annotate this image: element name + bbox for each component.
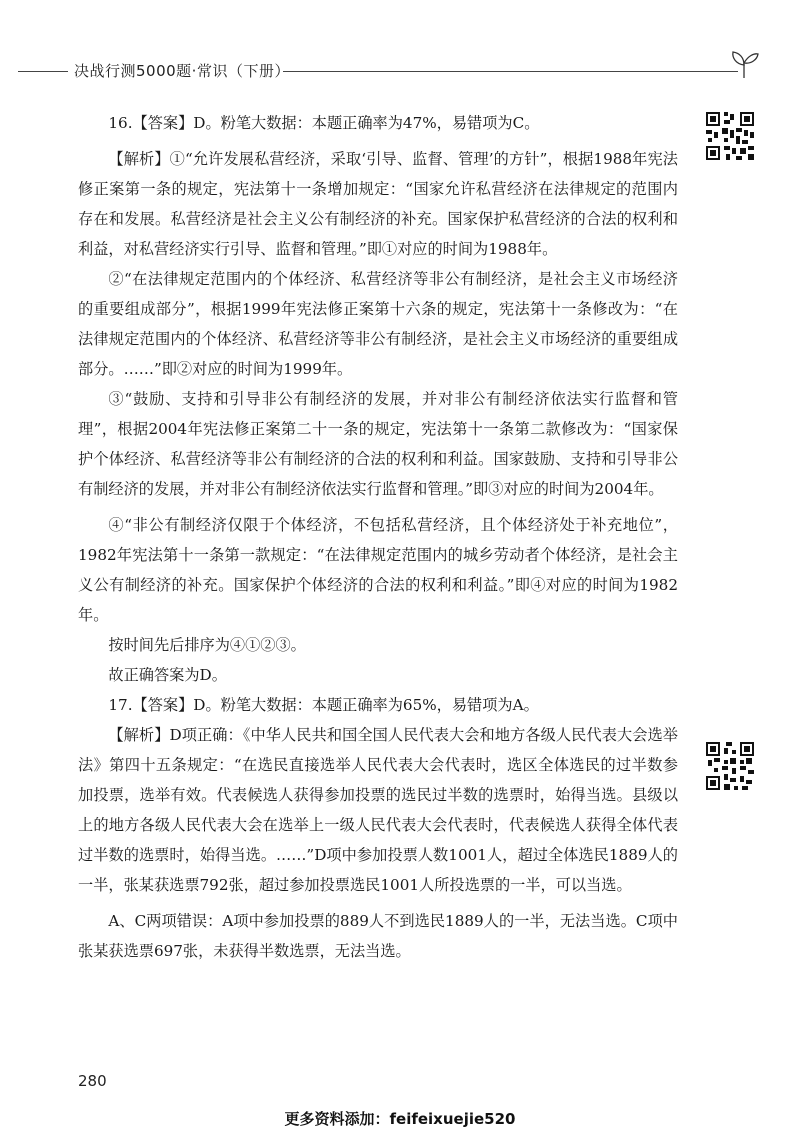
qr-code-icon[interactable]	[704, 740, 756, 792]
footer-note: 更多资料添加：feifeixuejie520	[284, 1110, 516, 1128]
header-rule-left	[18, 71, 68, 72]
q16-conclusion: 故正确答案为D。	[108, 666, 227, 684]
q16-analysis-paragraph: 【解析】①“允许发展私营经济，采取‘引导、监督、管理’的方针”，根据1988年宪法修正案第一条的规定，宪法第十一条增加规定：“国家允许私营经济在法律规定的范围内存在和发展。私营经济是社会主义公有制经济的补充。国家保护私营经济的合法的权利和利益，对私营经济实行引导、监督和管理。”即①对应的时间为1988年。	[78, 150, 678, 258]
page-number: 280	[78, 1072, 107, 1090]
q16-answer-line: 16.【答案】D。粉笔大数据：本题正确率为47%，易错项为C。	[108, 114, 540, 132]
q17-analysis-paragraph: 【解析】D项正确：《中华人民共和国全国人民代表大会和地方各级人民代表大会选举法》第四十五条规定：“在选民直接选举人民代表大会代表时，选区全体选民的过半数参加投票，选举有效。代表候选人获得参加投票的选民过半数的选票时，始得当选。县级以上的地方各级人民代表大会在选举上一级人民代表大会代表时，代表候选人获得全体代表过半数的选票时，始得当选。……”D项中参加投票人数1001人，超过全体选民1889人的一半，张某获选票792张，超过参加投票选民1001人所投选票的一半，可以当选。	[78, 726, 678, 894]
book-title: 决战行测5000题·常识（下册）	[74, 62, 290, 80]
q16-analysis-paragraph: ②“在法律规定范围内的个体经济、私营经济等非公有制经济，是社会主义市场经济的重要组成部分”，根据1999年宪法修正案第十六条的规定，宪法第十一条修改为：“在法律规定范围内的个体经济、私营经济等非公有制经济，是社会主义市场经济的重要组成部分。……”即②对应的时间为1999年。	[78, 270, 678, 378]
q16-order-line: 按时间先后排序为④①②③。	[108, 636, 306, 654]
q16-analysis-paragraph: ③“鼓励、支持和引导非公有制经济的发展，并对非公有制经济依法实行监督和管理”，根据2004年宪法修正案第二十一条的规定，宪法第十一条第二款修改为：“国家保护个体经济、私营经济等非公有制经济的合法的权利和利益。国家鼓励、支持和引导非公有制经济的发展，并对非公有制经济依法实行监督和管理。”即③对应的时间为2004年。	[78, 390, 678, 498]
page-header	[0, 52, 800, 88]
q17-analysis-paragraph: A、C两项错误：A项中参加投票的889人不到选民1889人的一半，无法当选。C项中张某获选票697张，未获得半数选票，无法当选。	[78, 912, 678, 960]
qr-code-icon[interactable]	[704, 110, 756, 162]
q17-answer-line: 17.【答案】D。粉笔大数据：本题正确率为65%，易错项为A。	[108, 696, 539, 714]
sprout-icon	[730, 48, 760, 80]
header-rule-right	[283, 71, 738, 72]
q16-analysis-paragraph: ④“非公有制经济仅限于个体经济，不包括私营经济，且个体经济处于补充地位”，1982年宪法第十一条第一款规定：“在法律规定范围内的城乡劳动者个体经济，是社会主义公有制经济的补充。国家保护个体经济的合法的权利和利益。”即④对应的时间为1982年。	[78, 516, 678, 624]
answer-analysis-body	[78, 108, 678, 966]
